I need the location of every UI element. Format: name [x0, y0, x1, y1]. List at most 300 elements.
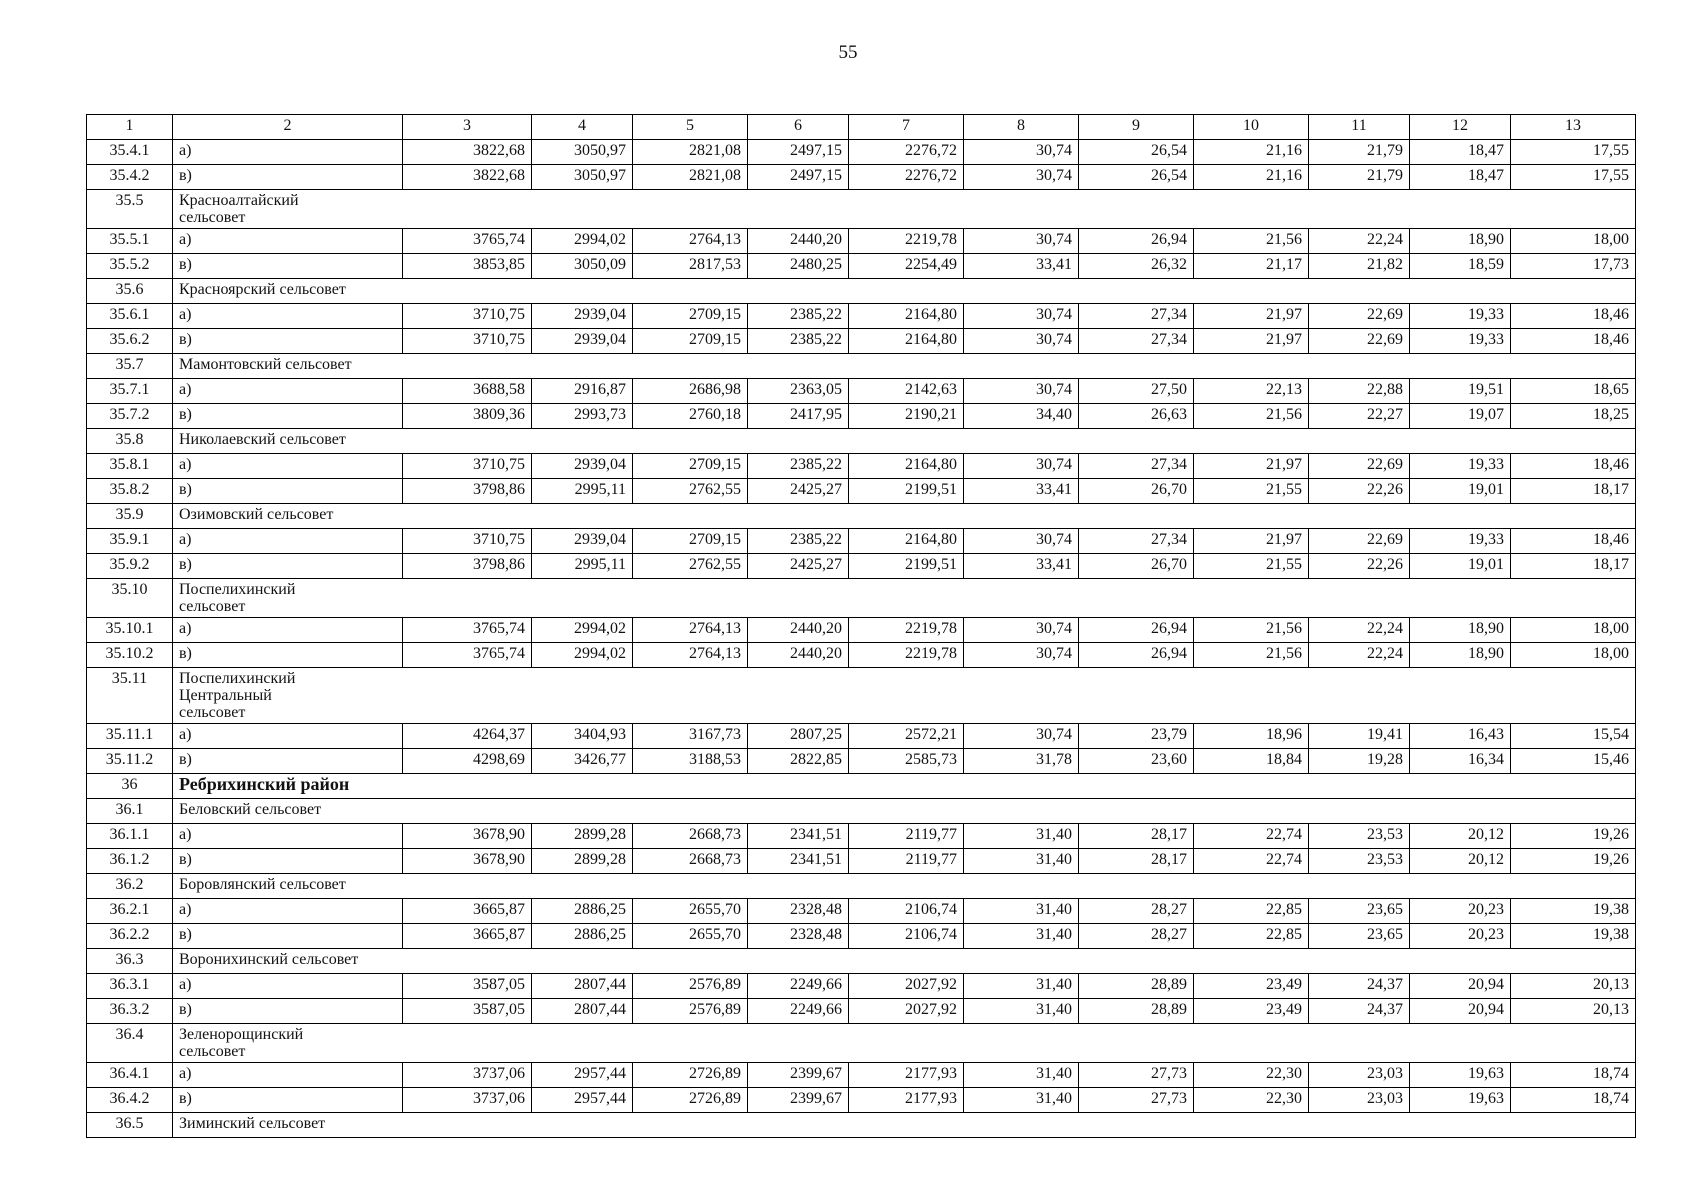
row-number: 36.4.1 [87, 1063, 173, 1088]
table-cell: 2276,72 [849, 165, 964, 190]
table-cell: 2957,44 [532, 1088, 633, 1113]
table-cell: 18,59 [1410, 254, 1511, 279]
row-number: 36.2 [87, 874, 173, 899]
row-number: 35.8.1 [87, 454, 173, 479]
table-cell: 2164,80 [849, 304, 964, 329]
table-row [87, 479, 1636, 504]
table-cell: 23,03 [1309, 1088, 1410, 1113]
section-row [87, 799, 1636, 824]
table-row [87, 974, 1636, 999]
table-cell: 19,33 [1410, 329, 1511, 354]
table-cell: 2385,22 [748, 329, 849, 354]
row-number: 36.5 [87, 1113, 173, 1138]
header-row [87, 115, 1636, 140]
section-row [87, 949, 1636, 974]
table-cell: 2385,22 [748, 529, 849, 554]
table-cell: 2164,80 [849, 454, 964, 479]
row-number: 36.3.2 [87, 999, 173, 1024]
table-cell: 21,97 [1194, 529, 1309, 554]
table-cell: 31,40 [964, 824, 1079, 849]
table-cell: 19,01 [1410, 554, 1511, 579]
table-cell: 3167,73 [633, 724, 748, 749]
table-cell: 27,73 [1079, 1063, 1194, 1088]
table-cell: 30,74 [964, 379, 1079, 404]
row-variant: а) [173, 974, 403, 999]
table-cell: 2328,48 [748, 924, 849, 949]
table-cell: 18,65 [1511, 379, 1636, 404]
table-cell: 22,24 [1309, 229, 1410, 254]
table-cell: 2027,92 [849, 974, 964, 999]
table-cell: 3710,75 [403, 329, 532, 354]
row-title [173, 1113, 1636, 1138]
row-number: 35.7.2 [87, 404, 173, 429]
settlement-title: Зеленорощинский сельсовет [179, 1026, 304, 1060]
table-cell: 2199,51 [849, 479, 964, 504]
table-cell: 28,27 [1079, 924, 1194, 949]
table-cell: 20,23 [1410, 924, 1511, 949]
column-header: 12 [1410, 115, 1511, 140]
table-cell: 19,51 [1410, 379, 1511, 404]
table-cell: 2994,02 [532, 643, 633, 668]
table-cell: 2119,77 [849, 824, 964, 849]
section-row [87, 354, 1636, 379]
table-cell: 33,41 [964, 554, 1079, 579]
section-row [87, 279, 1636, 304]
table-cell: 21,16 [1194, 165, 1309, 190]
table-cell: 16,43 [1410, 724, 1511, 749]
row-variant: а) [173, 824, 403, 849]
table-cell: 3688,58 [403, 379, 532, 404]
table-cell: 2886,25 [532, 924, 633, 949]
row-variant: а) [173, 529, 403, 554]
table-cell: 17,55 [1511, 165, 1636, 190]
table-cell: 2668,73 [633, 849, 748, 874]
row-variant: в) [173, 849, 403, 874]
table-cell: 2939,04 [532, 454, 633, 479]
section-row [87, 668, 1636, 724]
table-cell: 4298,69 [403, 749, 532, 774]
table-cell: 18,74 [1511, 1063, 1636, 1088]
table-cell: 18,47 [1410, 140, 1511, 165]
table-cell: 4264,37 [403, 724, 532, 749]
table-cell: 2190,21 [849, 404, 964, 429]
table-row [87, 643, 1636, 668]
section-row [87, 429, 1636, 454]
table-cell: 21,82 [1309, 254, 1410, 279]
column-header: 3 [403, 115, 532, 140]
row-title [173, 579, 1636, 618]
table-cell: 2399,67 [748, 1088, 849, 1113]
section-row [87, 579, 1636, 618]
table-cell: 21,56 [1194, 643, 1309, 668]
table-cell: 2119,77 [849, 849, 964, 874]
table-cell: 20,94 [1410, 974, 1511, 999]
page-number: 55 [838, 42, 858, 63]
table-cell: 31,40 [964, 924, 1079, 949]
table-cell: 3710,75 [403, 304, 532, 329]
settlement-title: Воронихинский сельсовет [179, 951, 359, 968]
table-cell: 2899,28 [532, 824, 633, 849]
table-cell: 2106,74 [849, 899, 964, 924]
table-row [87, 254, 1636, 279]
table-row [87, 529, 1636, 554]
row-variant: а) [173, 454, 403, 479]
district-title: Ребрихинский район [179, 774, 350, 794]
row-variant: в) [173, 404, 403, 429]
table-cell: 2027,92 [849, 999, 964, 1024]
table-cell: 22,26 [1309, 479, 1410, 504]
row-number: 35.5.2 [87, 254, 173, 279]
table-cell: 3737,06 [403, 1063, 532, 1088]
table-cell: 23,79 [1079, 724, 1194, 749]
row-variant: а) [173, 724, 403, 749]
table-cell: 21,55 [1194, 479, 1309, 504]
tariff-table [86, 114, 1636, 1138]
table-cell: 18,46 [1511, 304, 1636, 329]
table-cell: 33,41 [964, 254, 1079, 279]
table-cell: 22,30 [1194, 1088, 1309, 1113]
table-cell: 18,96 [1194, 724, 1309, 749]
table-cell: 2440,20 [748, 618, 849, 643]
row-title [173, 429, 1636, 454]
table-cell: 2164,80 [849, 529, 964, 554]
table-cell: 18,90 [1410, 229, 1511, 254]
table-cell: 21,79 [1309, 140, 1410, 165]
column-header: 2 [173, 115, 403, 140]
table-cell: 18,74 [1511, 1088, 1636, 1113]
table-cell: 24,37 [1309, 999, 1410, 1024]
table-cell: 28,17 [1079, 824, 1194, 849]
column-header: 10 [1194, 115, 1309, 140]
table-cell: 23,03 [1309, 1063, 1410, 1088]
table-cell: 2417,95 [748, 404, 849, 429]
table-cell: 2994,02 [532, 618, 633, 643]
table-row [87, 329, 1636, 354]
table-cell: 2709,15 [633, 329, 748, 354]
table-cell: 3678,90 [403, 849, 532, 874]
table-cell: 2821,08 [633, 165, 748, 190]
table-cell: 27,73 [1079, 1088, 1194, 1113]
table-cell: 20,12 [1410, 824, 1511, 849]
row-number: 35.11 [87, 668, 173, 724]
table-cell: 18,47 [1410, 165, 1511, 190]
column-header: 1 [87, 115, 173, 140]
table-cell: 3050,97 [532, 140, 633, 165]
table-cell: 20,23 [1410, 899, 1511, 924]
table-cell: 2726,89 [633, 1063, 748, 1088]
table-cell: 21,97 [1194, 329, 1309, 354]
table-cell: 18,17 [1511, 554, 1636, 579]
table-cell: 20,13 [1511, 999, 1636, 1024]
row-title [173, 279, 1636, 304]
table-cell: 23,65 [1309, 924, 1410, 949]
row-variant: в) [173, 554, 403, 579]
table-cell: 22,13 [1194, 379, 1309, 404]
table-cell: 21,16 [1194, 140, 1309, 165]
table-row [87, 140, 1636, 165]
table-cell: 3050,97 [532, 165, 633, 190]
table-cell: 30,74 [964, 140, 1079, 165]
table-cell: 2254,49 [849, 254, 964, 279]
row-variant: в) [173, 999, 403, 1024]
table-cell: 19,41 [1309, 724, 1410, 749]
table-cell: 3678,90 [403, 824, 532, 849]
table-cell: 3665,87 [403, 899, 532, 924]
row-variant: в) [173, 165, 403, 190]
row-variant: а) [173, 379, 403, 404]
row-variant: а) [173, 899, 403, 924]
table-cell: 3050,09 [532, 254, 633, 279]
section-row [87, 1113, 1636, 1138]
table-row [87, 379, 1636, 404]
table-cell: 22,85 [1194, 899, 1309, 924]
column-header: 4 [532, 115, 633, 140]
table-cell: 22,24 [1309, 643, 1410, 668]
table-cell: 30,74 [964, 529, 1079, 554]
settlement-title: Мамонтовский сельсовет [179, 356, 352, 373]
table-cell: 19,33 [1410, 304, 1511, 329]
table-cell: 22,85 [1194, 924, 1309, 949]
table-cell: 2995,11 [532, 554, 633, 579]
table-cell: 19,63 [1410, 1088, 1511, 1113]
table-cell: 22,69 [1309, 454, 1410, 479]
table-cell: 2655,70 [633, 924, 748, 949]
column-header: 8 [964, 115, 1079, 140]
table-cell: 18,84 [1194, 749, 1309, 774]
table-cell: 28,89 [1079, 999, 1194, 1024]
table-cell: 31,40 [964, 1088, 1079, 1113]
table-cell: 19,26 [1511, 824, 1636, 849]
row-variant: а) [173, 304, 403, 329]
table-cell: 21,55 [1194, 554, 1309, 579]
table-cell: 2807,25 [748, 724, 849, 749]
table-cell: 17,55 [1511, 140, 1636, 165]
table-cell: 20,12 [1410, 849, 1511, 874]
table-cell: 23,53 [1309, 849, 1410, 874]
table-cell: 26,54 [1079, 165, 1194, 190]
table-cell: 2249,66 [748, 974, 849, 999]
row-number: 35.10.2 [87, 643, 173, 668]
table-cell: 21,97 [1194, 304, 1309, 329]
table-cell: 2440,20 [748, 643, 849, 668]
table-cell: 3822,68 [403, 165, 532, 190]
table-cell: 2993,73 [532, 404, 633, 429]
table-cell: 2995,11 [532, 479, 633, 504]
table-cell: 34,40 [964, 404, 1079, 429]
row-number: 35.9 [87, 504, 173, 529]
table-cell: 2821,08 [633, 140, 748, 165]
table-cell: 2764,13 [633, 643, 748, 668]
table-cell: 2668,73 [633, 824, 748, 849]
row-number: 35.9.1 [87, 529, 173, 554]
table-cell: 18,46 [1511, 329, 1636, 354]
settlement-title: Поспелихинский Центральный сельсовет [179, 670, 296, 721]
table-cell: 19,28 [1309, 749, 1410, 774]
row-variant: а) [173, 140, 403, 165]
row-number: 35.6.1 [87, 304, 173, 329]
table-cell: 3587,05 [403, 974, 532, 999]
row-number: 36.2.2 [87, 924, 173, 949]
row-title [173, 949, 1636, 974]
table-cell: 15,54 [1511, 724, 1636, 749]
settlement-title: Красноярский сельсовет [179, 281, 346, 298]
table-cell: 2762,55 [633, 479, 748, 504]
table-cell: 21,17 [1194, 254, 1309, 279]
row-title [173, 799, 1636, 824]
table-cell: 2328,48 [748, 899, 849, 924]
table-cell: 2585,73 [849, 749, 964, 774]
table-cell: 19,33 [1410, 529, 1511, 554]
row-variant: в) [173, 749, 403, 774]
table-cell: 2177,93 [849, 1063, 964, 1088]
table-cell: 22,69 [1309, 329, 1410, 354]
table-cell: 26,94 [1079, 643, 1194, 668]
table-cell: 2686,98 [633, 379, 748, 404]
table-cell: 17,73 [1511, 254, 1636, 279]
table-cell: 2177,93 [849, 1088, 964, 1113]
table-cell: 30,74 [964, 329, 1079, 354]
table-row [87, 1088, 1636, 1113]
table-cell: 2276,72 [849, 140, 964, 165]
table-cell: 18,00 [1511, 643, 1636, 668]
table-cell: 3665,87 [403, 924, 532, 949]
table-cell: 3765,74 [403, 643, 532, 668]
row-number: 35.5.1 [87, 229, 173, 254]
table-row [87, 404, 1636, 429]
table-cell: 2822,85 [748, 749, 849, 774]
section-row [87, 874, 1636, 899]
table-row [87, 229, 1636, 254]
table-cell: 2106,74 [849, 924, 964, 949]
table-cell: 30,74 [964, 165, 1079, 190]
table-cell: 20,94 [1410, 999, 1511, 1024]
table-cell: 3710,75 [403, 454, 532, 479]
table-cell: 22,69 [1309, 304, 1410, 329]
table-cell: 33,41 [964, 479, 1079, 504]
table-cell: 28,89 [1079, 974, 1194, 999]
table-cell: 3188,53 [633, 749, 748, 774]
table-cell: 3765,74 [403, 618, 532, 643]
table-cell: 22,26 [1309, 554, 1410, 579]
row-title [173, 874, 1636, 899]
row-variant: в) [173, 254, 403, 279]
table-cell: 28,27 [1079, 899, 1194, 924]
table-cell: 2572,21 [849, 724, 964, 749]
table-cell: 18,90 [1410, 618, 1511, 643]
table-cell: 27,34 [1079, 304, 1194, 329]
table-cell: 2385,22 [748, 304, 849, 329]
table-cell: 2764,13 [633, 229, 748, 254]
table-cell: 16,34 [1410, 749, 1511, 774]
table-cell: 27,34 [1079, 454, 1194, 479]
table-cell: 18,25 [1511, 404, 1636, 429]
table-cell: 2817,53 [633, 254, 748, 279]
table-row [87, 724, 1636, 749]
table-cell: 23,60 [1079, 749, 1194, 774]
table-cell: 19,26 [1511, 849, 1636, 874]
row-number: 36.1.1 [87, 824, 173, 849]
table-cell: 2709,15 [633, 529, 748, 554]
table-cell: 3822,68 [403, 140, 532, 165]
row-number: 35.7 [87, 354, 173, 379]
table-cell: 31,40 [964, 849, 1079, 874]
table-cell: 26,32 [1079, 254, 1194, 279]
table-cell: 19,01 [1410, 479, 1511, 504]
table-cell: 2249,66 [748, 999, 849, 1024]
table-cell: 21,97 [1194, 454, 1309, 479]
settlement-title: Озимовский сельсовет [179, 506, 334, 523]
table-cell: 2219,78 [849, 618, 964, 643]
table-cell: 30,74 [964, 304, 1079, 329]
row-variant: в) [173, 1088, 403, 1113]
table-cell: 19,33 [1410, 454, 1511, 479]
table-cell: 2363,05 [748, 379, 849, 404]
table-cell: 21,56 [1194, 229, 1309, 254]
table-cell: 3853,85 [403, 254, 532, 279]
column-header: 13 [1511, 115, 1636, 140]
section-row [87, 504, 1636, 529]
table-cell: 22,24 [1309, 618, 1410, 643]
row-title [173, 354, 1636, 379]
column-header: 7 [849, 115, 964, 140]
row-number: 36.3 [87, 949, 173, 974]
table-cell: 3765,74 [403, 229, 532, 254]
row-variant: а) [173, 1063, 403, 1088]
table-cell: 30,74 [964, 454, 1079, 479]
row-number: 35.11.1 [87, 724, 173, 749]
table-cell: 2994,02 [532, 229, 633, 254]
row-title [173, 190, 1636, 229]
table-row [87, 824, 1636, 849]
row-variant: в) [173, 329, 403, 354]
table-row [87, 554, 1636, 579]
table-cell: 19,07 [1410, 404, 1511, 429]
table-cell: 18,17 [1511, 479, 1636, 504]
row-variant: в) [173, 924, 403, 949]
table-cell: 2807,44 [532, 999, 633, 1024]
row-number: 35.10 [87, 579, 173, 618]
table-cell: 2939,04 [532, 329, 633, 354]
table-cell: 31,40 [964, 1063, 1079, 1088]
row-number: 35.8 [87, 429, 173, 454]
table-cell: 18,90 [1410, 643, 1511, 668]
table-cell: 2341,51 [748, 824, 849, 849]
table-cell: 2764,13 [633, 618, 748, 643]
table-cell: 2899,28 [532, 849, 633, 874]
table-cell: 23,49 [1194, 999, 1309, 1024]
table-cell: 22,30 [1194, 1063, 1309, 1088]
table-row [87, 1063, 1636, 1088]
table-row [87, 999, 1636, 1024]
table-cell: 3587,05 [403, 999, 532, 1024]
table-cell: 30,74 [964, 643, 1079, 668]
row-number: 36.3.1 [87, 974, 173, 999]
row-number: 35.11.2 [87, 749, 173, 774]
row-variant: а) [173, 618, 403, 643]
row-title [173, 774, 1636, 799]
table-cell: 2497,15 [748, 140, 849, 165]
table-cell: 31,40 [964, 899, 1079, 924]
table-cell: 15,46 [1511, 749, 1636, 774]
table-cell: 2709,15 [633, 304, 748, 329]
row-number: 36.1.2 [87, 849, 173, 874]
row-number: 35.4.1 [87, 140, 173, 165]
table-cell: 3426,77 [532, 749, 633, 774]
table-cell: 19,38 [1511, 924, 1636, 949]
table-cell: 21,79 [1309, 165, 1410, 190]
table-cell: 21,56 [1194, 404, 1309, 429]
table-cell: 26,94 [1079, 229, 1194, 254]
